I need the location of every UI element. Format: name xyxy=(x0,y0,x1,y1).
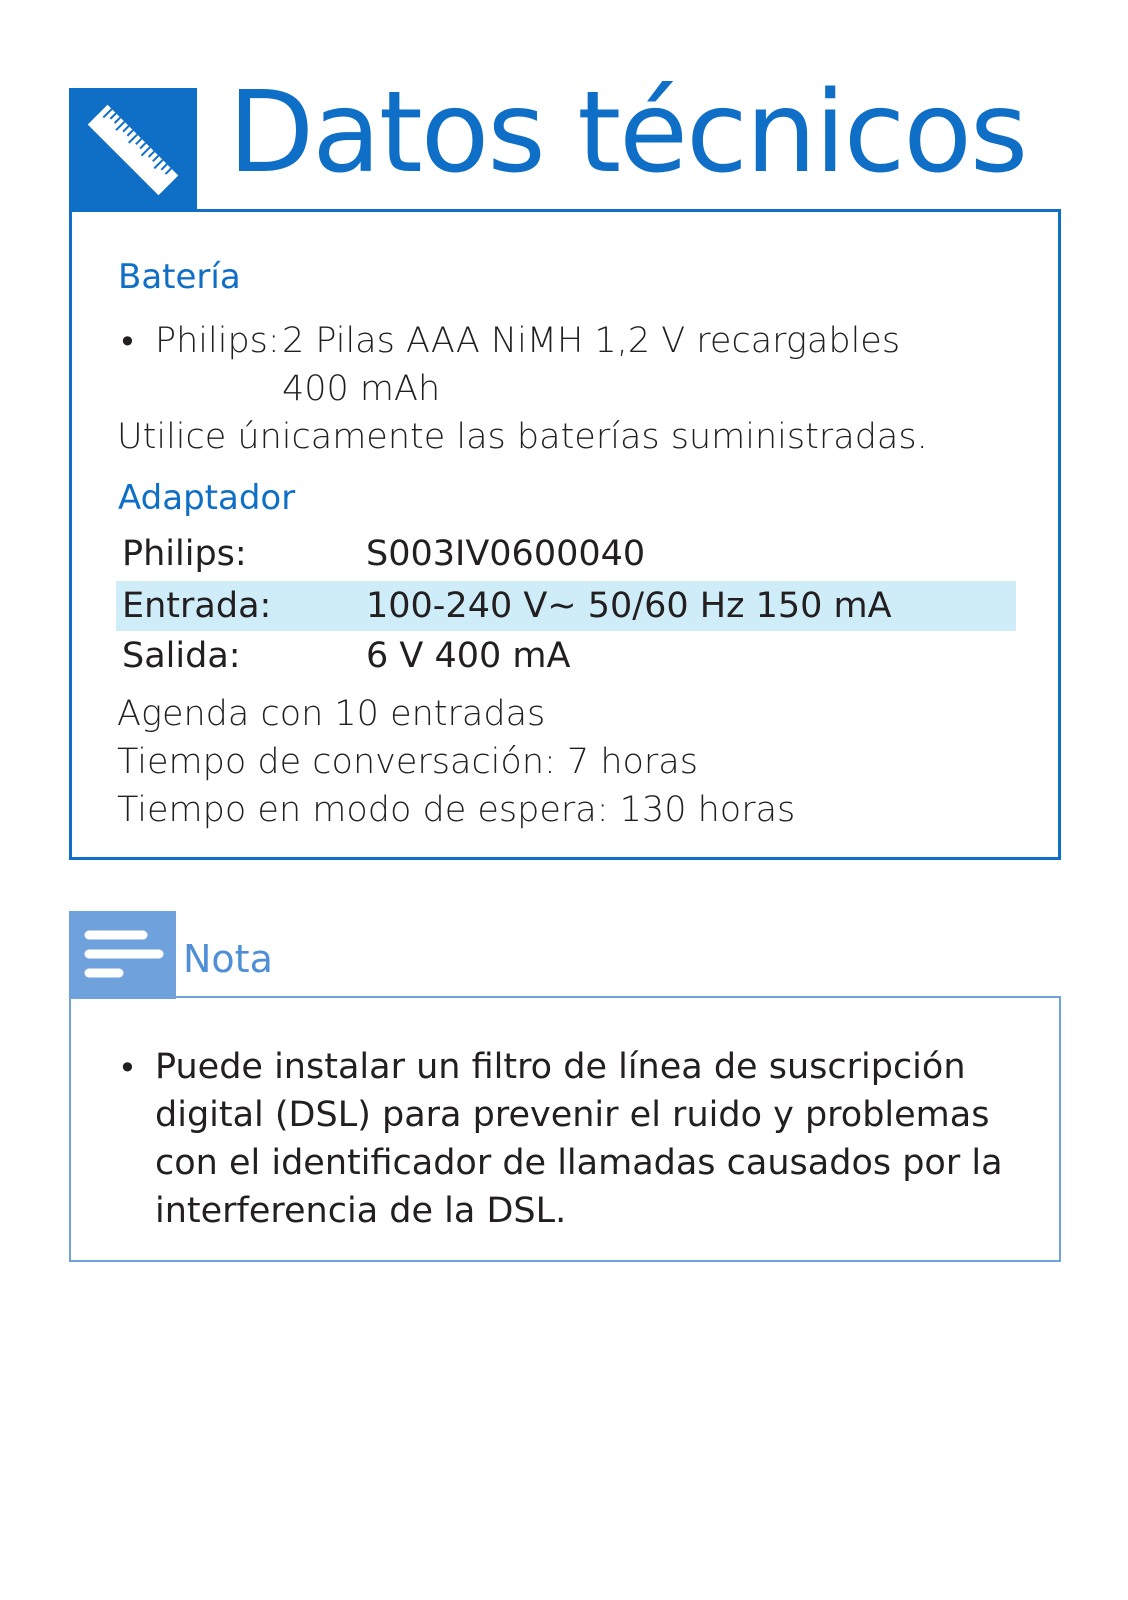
note-lines-icon xyxy=(69,911,176,999)
adapter-row-model xyxy=(116,529,1016,579)
battery-label: Philips: xyxy=(155,321,280,361)
extra-line: Agenda con 10 entradas xyxy=(117,694,546,734)
adapter-row-value: S003IV0600040 xyxy=(366,534,646,574)
adapter-row-value: 6 V 400 mA xyxy=(366,636,571,676)
note-line: digital (DSL) para prevenir el ruido y problemas xyxy=(155,1095,990,1135)
note-line: con el identificador de llamadas causados por la xyxy=(155,1143,1003,1183)
adapter-heading: Adaptador xyxy=(118,478,296,518)
note-bullet: • xyxy=(118,1049,137,1087)
note-icon-box xyxy=(69,911,176,999)
battery-value-line1: 2 Pilas AAA NiMH 1,2 V recargables xyxy=(282,321,901,361)
extra-line: Tiempo de conversación: 7 horas xyxy=(117,742,698,782)
battery-note: Utilice únicamente las baterías suministradas. xyxy=(117,417,928,457)
adapter-row-input xyxy=(116,581,1016,631)
note-title: Nota xyxy=(183,937,273,981)
adapter-row-label: Philips: xyxy=(122,534,247,574)
ruler-icon xyxy=(69,88,197,212)
page-title: Datos técnicos xyxy=(228,68,1027,198)
battery-heading: Batería xyxy=(118,257,241,297)
title-icon-box xyxy=(69,88,197,212)
adapter-row-label: Salida: xyxy=(122,636,241,676)
note-line: interferencia de la DSL. xyxy=(155,1191,567,1231)
extra-line: Tiempo en modo de espera: 130 horas xyxy=(117,790,796,830)
battery-value-line2: 400 mAh xyxy=(282,369,441,409)
adapter-row-output xyxy=(116,631,1016,681)
note-line: Puede instalar un filtro de línea de suscripción xyxy=(155,1047,966,1087)
adapter-row-value: 100-240 V~ 50/60 Hz 150 mA xyxy=(366,586,892,626)
battery-bullet: • xyxy=(118,323,137,361)
adapter-row-label: Entrada: xyxy=(122,586,272,626)
